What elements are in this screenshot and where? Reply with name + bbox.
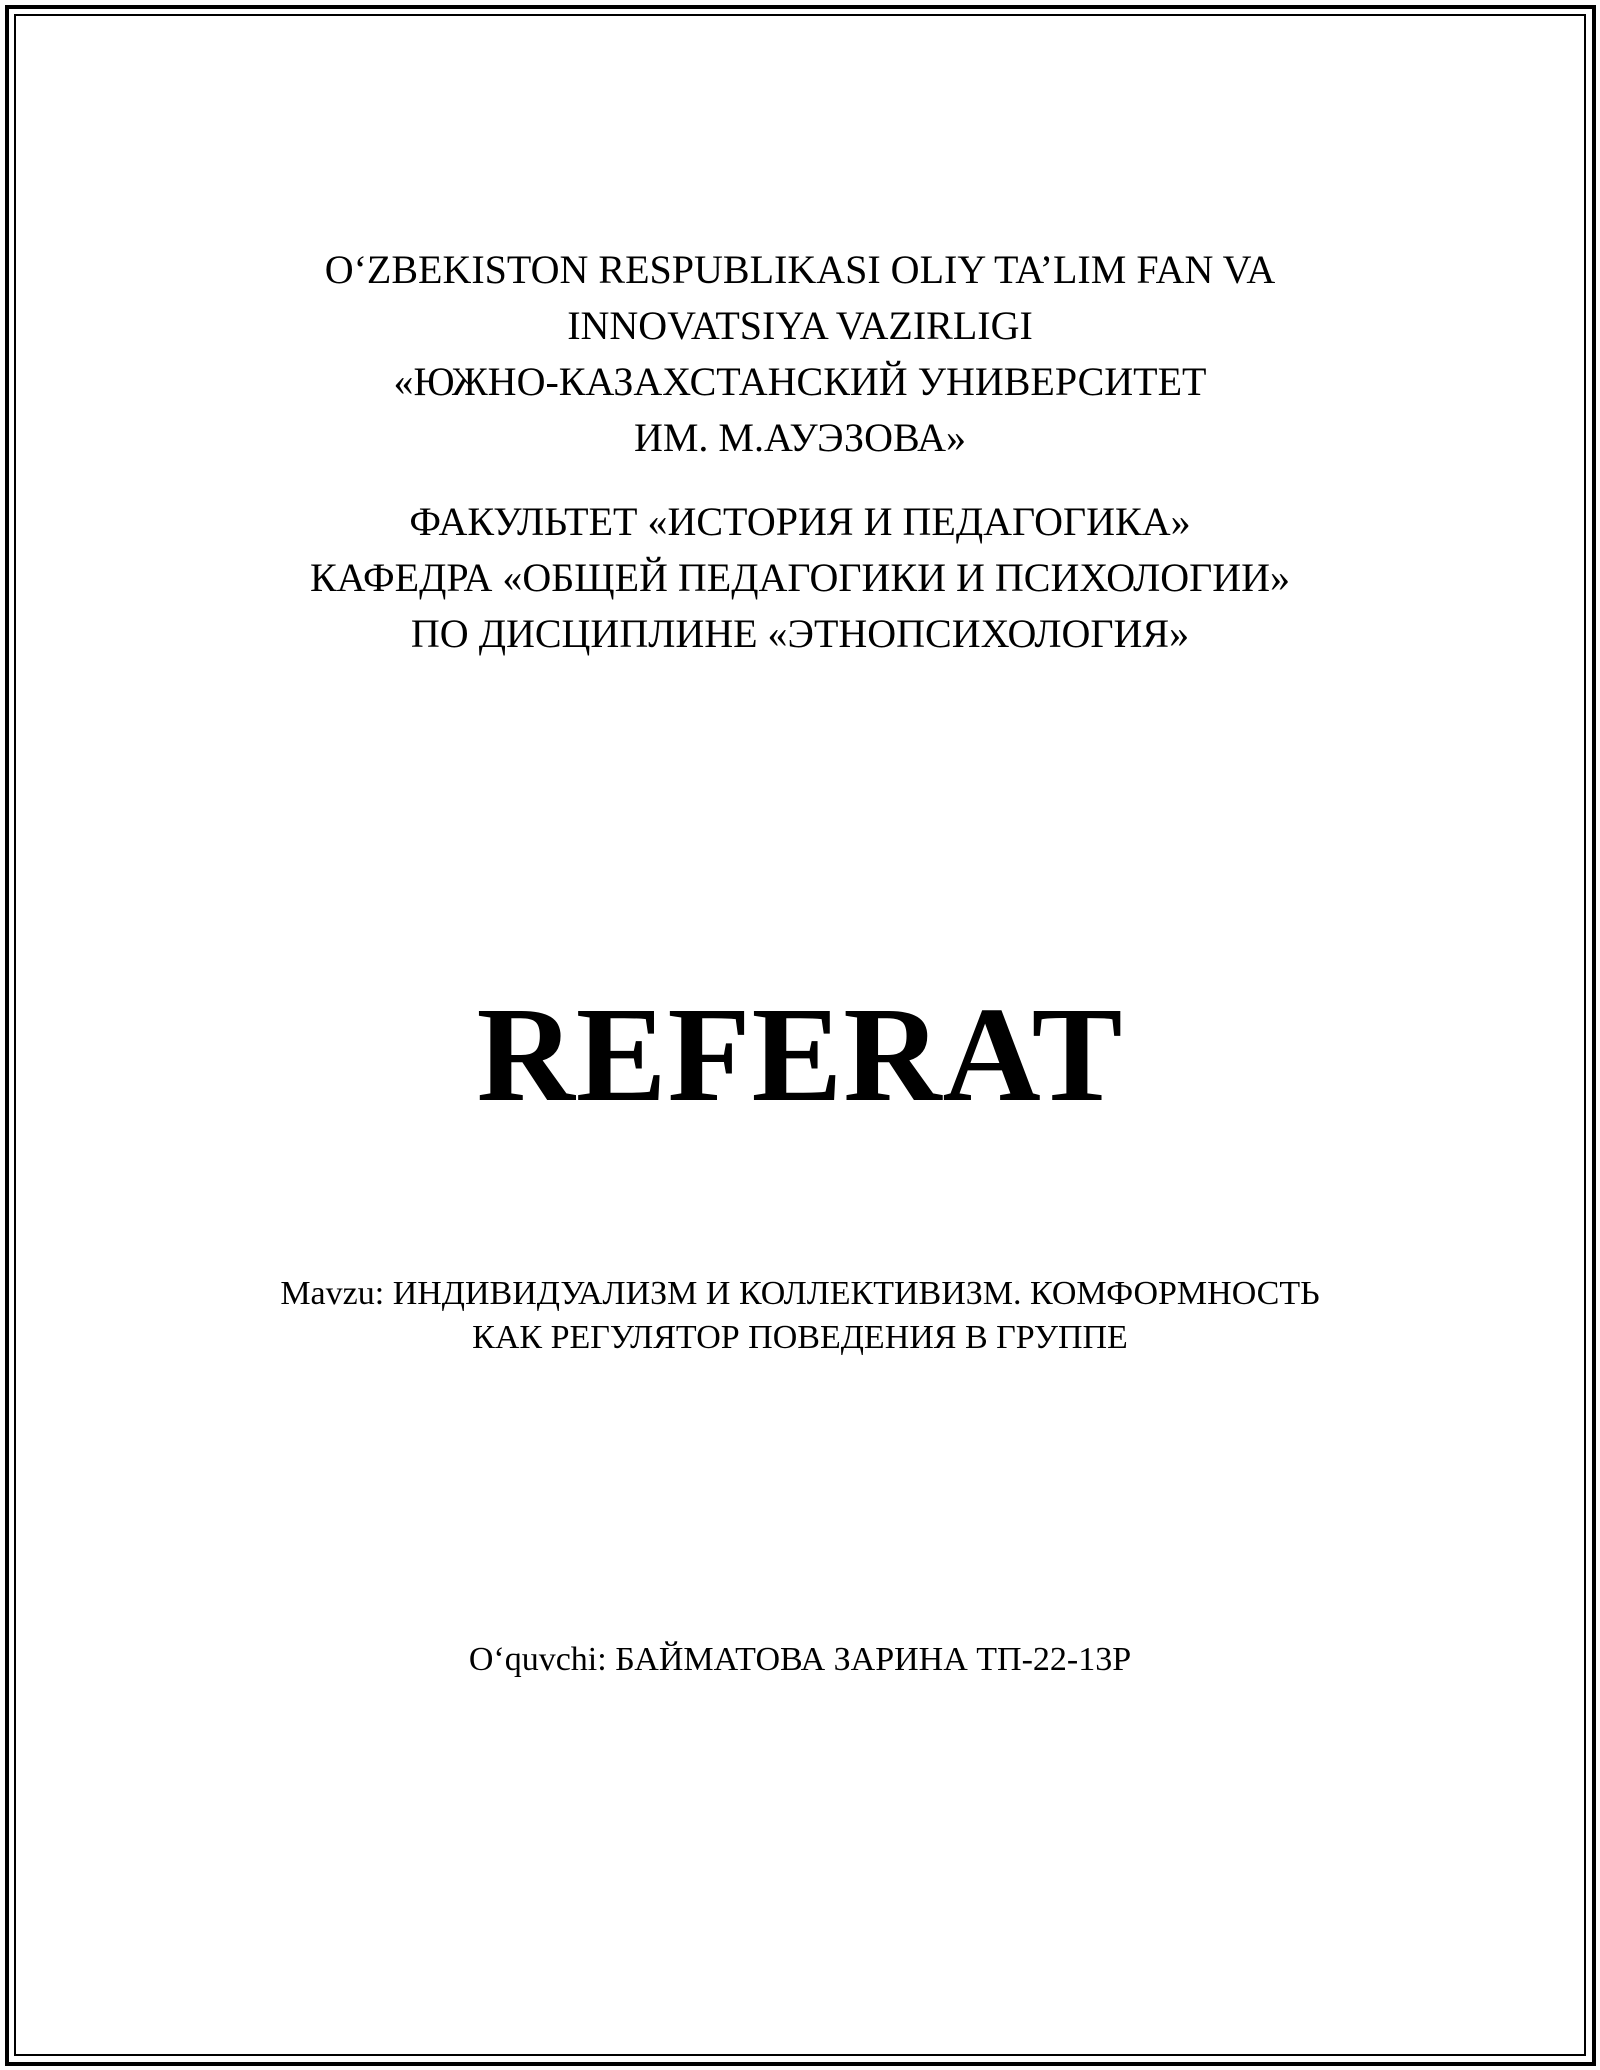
header-spacer xyxy=(0,466,1600,494)
header-line: ИМ. М.АУЭЗОВА» xyxy=(633,415,967,460)
department-line: КАФЕДРА «ОБЩЕЙ ПЕДАГОГИКИ И ПСИХОЛОГИИ» xyxy=(310,555,1290,600)
institution-header xyxy=(0,242,1600,662)
topic-line: КАК РЕГУЛЯТОР ПОВЕДЕНИЯ В ГРУППЕ xyxy=(472,1319,1128,1356)
topic-line: Mavzu: ИНДИВИДУАЛИЗМ И КОЛЛЕКТИВИЗМ. КОМФОРМНОСТЬ xyxy=(280,1275,1320,1312)
header-line: INNOVATSIYA VAZIRLIGI xyxy=(567,303,1033,348)
header-line: «ЮЖНО-КАЗАХСТАНСКИЙ УНИВЕРСИТЕТ xyxy=(393,359,1207,404)
header-line: O‘ZBEKISTON RESPUBLIKASI OLIY TA’LIM FAN VA xyxy=(324,247,1276,292)
student-line: O‘quvchi: БАЙМАТОВА ЗАРИНА ТП-22-13Р xyxy=(468,1641,1132,1678)
faculty-line: ФАКУЛЬТЕТ «ИСТОРИЯ И ПЕДАГОГИКА» xyxy=(409,499,1191,544)
discipline-line: ПО ДИСЦИПЛИНЕ «ЭТНОПСИХОЛОГИЯ» xyxy=(410,611,1190,656)
topic-block xyxy=(0,1272,1600,1360)
document-title: REFERAT xyxy=(476,980,1124,1130)
